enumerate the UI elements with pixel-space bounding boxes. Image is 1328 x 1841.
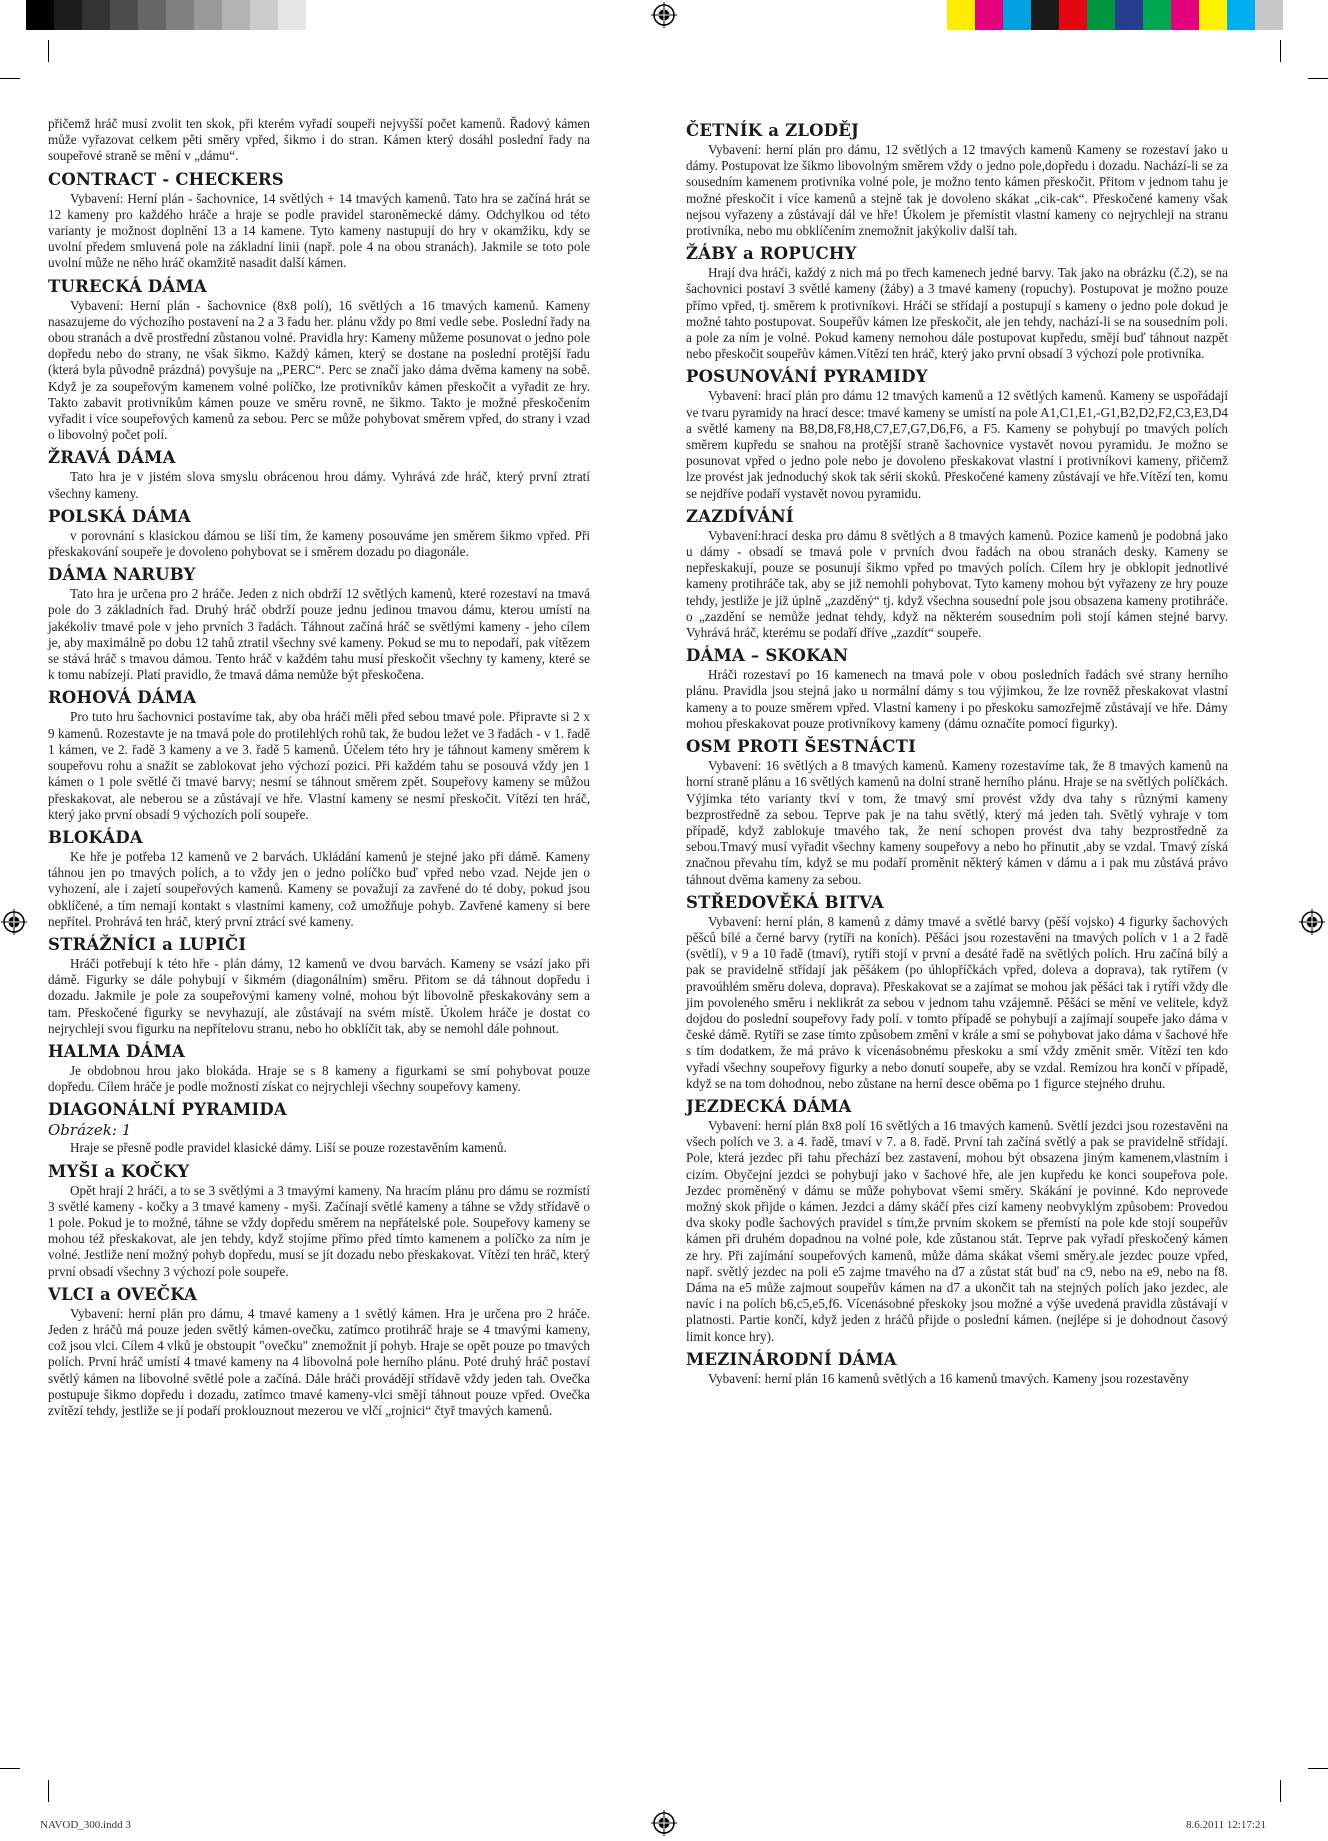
section-heading: VLCI a OVEČKA: [48, 1284, 198, 1304]
color-swatch: [1031, 0, 1059, 30]
section-heading: ŽRAVÁ DÁMA: [48, 448, 176, 468]
section-heading: ČETNÍK a ZLODĚJ: [686, 121, 860, 140]
rule-section: [48, 1161, 590, 1280]
color-swatch: [947, 0, 975, 30]
section-text: Pro tuto hru šachovnici postavíme tak, aby oba hráči měli před sebou tmavé pole. Připravte si 2 x 9 kamenů. Rozestavte je na tmavá pole do protilehlých rohů tak, že budou ležet ve 3 řadách - v 1. řadě 1 kámen, ve 2. řadě 3 kameny a ve 3. řadě 5 kamenů. Účelem této hry je táhnout kameny směrem k soupeřovu rohu a snažit se zablokovat jeho výchozí pozici. Při každém tahu se posouvá vždy jen 1 kámen o 1 pole světlé či tmavé barvy; nesmí se táhnout směrem zpět. Soupeřovy kameny se můžou přeskakovat, ale neberou se a zůstávají ve hře. Vlastní kameny se nesmí přeskočit. Vítězí ten hráč, který jako první obsadí 9 výchozích polí soupeře.: [48, 709, 590, 822]
section-text: v porovnání s klasickou dámou se liší tím, že kameny posouváme jen směrem šikmo vpřed. Při přeskakování soupeře je dovoleno pohybovat se i směrem dozadu po diagonále.: [48, 527, 590, 560]
color-swatch: [222, 0, 250, 30]
section-text: Vybavení: herní plán 8x8 polí 16 světlých a 16 tmavých kamenů. Světlí jezdci jsou rozestavěni na všech polích ve 3. a 4. řadě, tmaví v 7. a 8. řadě. První tah začíná světlý a pak se pravidelně střídají. Pole, která jezdec při tahu přechází bez zastavení, mohou být obsazena jiným kamenem,vlastním i cizím. Obyčejní jezdci se pohybují jako v šachové hře, ale jen kupředu ke konci soupeřova pole. Jezdec proměněný v dámu se může pohybovat všemi směry. Skákání je povinné. Kdo neprovede možný skok přijde o kámen. Jezdci a dámy skáčí přes cizí kameny neobvyklým způsobem: Provedou dva skoky podle šachových pravidel s tím,že prvním skokem se přemístí na pole kde stojí soupeřův kámen při druhém dopadnou na volné pole, kde zůstanou stát. Teprve pak vyřadí přeskočený kámen ze hry. Při zajímání soupeřových kamenů, může dáma skákat všemi směry.ale jezdec pouze vpřed, např. světlý jezdec na poli e5 zajme tmavého na d7 a zůstat stát buď na c9, nebo na e9, nebo na f8. Dáma na e5 může zajmout soupeřův kámen na d7 a ukončit tah na stejných polích jako jezdec, ale navíc i na polích b6,c5,e5,f6. Vícenásobné přeskoky jsou možné a výše uvedená pravidla zůstávají v platnosti. Partie končí, když jeden z hráčů přijde o poslední kámen. (nejlépe si je dohodnout časový limit konce hry).: [686, 1117, 1228, 1344]
section-text: Vybavení: 16 světlých a 8 tmavých kamenů. Kameny rozestavíme tak, že 8 tmavých kamenů na horní straně plánu a 16 světlých kamenů na dolní straně herního plánu. Hraje se na světlých políčkách. Výjimka této varianty tkví v tom, že tmavý smí provést vždy dva tahy s různými kameny bezprostředně za sebou. Teprve pak je na tahu světlý, který má jeden tah. Světlý vyhraje v tom případě, když zablokuje tmavého tak, že není schopen provést dva tahy bezprostředně za sebou.Tmavý musí vyřadit všechny kameny soupeřovy a nebo ho přinutit ,aby se vzdal. Tmavý získá značnou převahu tím, když se mu podaří proměnit některý kámen v dámu a i pak mu zůstává právo táhnout dvěma kameny za sebou.: [686, 758, 1228, 887]
color-swatch: [250, 0, 278, 30]
section-heading: POLSKÁ DÁMA: [48, 506, 191, 526]
section-heading: OSM PROTI ŠESTNÁCTI: [686, 737, 917, 757]
section-heading: JEZDECKÁ DÁMA: [686, 1096, 852, 1116]
rule-section: [686, 1349, 1228, 1387]
color-swatch: [1087, 0, 1115, 30]
rule-section: [48, 564, 590, 683]
rule-section: [48, 506, 590, 560]
color-swatch: [1255, 0, 1283, 30]
rule-section: [686, 243, 1228, 362]
rule-section: [48, 1099, 590, 1156]
section-text: Vybavení: hrací plán pro dámu 12 tmavých kamenů a 12 světlých kamenů. Kameny se uspořádají ve tvaru pyramidy na hrací desce: tmavé kameny se umístí na pole A1,C1,E1,-G1,B2,D2,F2,C3,E3,D4 a světlé kameny na B8,D8,F8,H8,C7,E7,G7,D6,F6, a F5. Kameny se pohybují po tmavých polích směrem kupředu se snahou na protější straně šachovnice vystavět novou pyramidu. Je možno se posunovat vpřed o jedno pole nebo je dovoleno přeskakovat vlastní i protivníkovi kameny, přičemž lze provést jak jednoduchý skok tak sérii skoků. Přeskočené kameny zůstávají ve hře.Vítězí ten, komu se nejdříve podaří vystavět novou pyramidu.: [686, 388, 1228, 501]
section-heading: POSUNOVÁNÍ PYRAMIDY: [686, 367, 928, 387]
crop-mark: [1308, 78, 1328, 79]
gray-calibration-bar: [26, 0, 306, 30]
footer-filename: NAVOD_300.indd 3: [40, 1819, 131, 1831]
rule-section: [686, 892, 1228, 1092]
color-swatch: [54, 0, 82, 30]
section-text: Vybavení: Herní plán - šachovnice (8x8 polí), 16 světlých a 16 tmavých kamenů. Kameny nasazujeme do výchozího postavení na 2 a 3 řadu her. plánu vždy po 8mi vedle sebe. Poslední řady na obou stranách a dvě prostřední zůstanou volné. Pravidla hry: Kameny můžeme posunovat o jedno pole dopředu nebo do strany, ne však šikmo. Každý kámen, který se dostane na poslední protější řadu (která byla původně prázdná) povyšuje na „PERC“. Perc se značí jako dáma dvěma kameny na sobě. Když je za soupeřovým kamenem volné políčko, lze protivníkův kámen přeskočit a vyřadit ze hry. Takto zabavit protivníkům kámen pouze ve směru rovně, ne šikmo. Takto je možné přeskočením vyřadit i více soupeřových kamenů za sebou. Perc se může pohybovat směrem vpřed, do strany i vzad o libovolný počet polí.: [48, 297, 590, 443]
section-heading: ROHOVÁ DÁMA: [48, 688, 197, 708]
section-text: Hráči rozestaví po 16 kamenech na tmavá pole v obou posledních řadách své strany herního plánu. Pravidla jsou stejná jako u normální dámy s tou výjimkou, že lze rovněž přeskakovat vlastní kameny a to pouze směrem vpřed. Vlastní kameny i po přeskoku samozřejmě zůstávají ve hře. Dámy mohou přeskakovat pouze protivníkovy kameny (dámu označíte pomocí figurky).: [686, 667, 1228, 731]
color-swatch: [1003, 0, 1031, 30]
section-heading: STRÁŽNÍCI a LUPIČI: [48, 934, 247, 954]
section-heading: STŘEDOVĚKÁ BITVA: [686, 892, 884, 912]
rule-section: [48, 687, 590, 822]
section-text: Opět hrají 2 hráči, a to se 3 světlými a 3 tmavými kameny. Na hracím plánu pro dámu se rozmístí 3 světlé kameny - kočky a 3 tmavé kameny - myši. Začínají světlé kameny a táhne se vždy střídavě o 1 pole. Pokud je to možné, táhne se vždy dopředu směrem na nepřátelské pole. Soupeřovy kameny se mohou též přeskakovat, ale jen tehdy, když stojíme přímo před tímto kamenem a políčko za ním je volné. Jestliže není možný pohyb dopředu, musí se jít dozadu nebo přeskakovat. Vítězí ten hráč, který první obsadí všechny 3 výchozí pole soupeře.: [48, 1182, 590, 1279]
crop-mark: [0, 78, 20, 79]
rule-section: [686, 736, 1228, 888]
section-subtitle: Obrázek: 1: [48, 1121, 132, 1140]
color-calibration-bar: [947, 0, 1283, 30]
crop-mark: [48, 40, 49, 62]
section-heading: TURECKÁ DÁMA: [48, 276, 207, 296]
section-heading: MEZINÁRODNÍ DÁMA: [686, 1349, 897, 1369]
registration-mark-right: [1299, 909, 1325, 935]
rule-section: [686, 366, 1228, 501]
rule-section: [686, 506, 1228, 641]
rule-section: [48, 934, 590, 1037]
color-swatch: [138, 0, 166, 30]
section-heading: DIAGONÁLNÍ PYRAMIDA: [48, 1100, 287, 1120]
rule-section: [48, 1284, 590, 1419]
color-swatch: [1171, 0, 1199, 30]
section-text: Hráči potřebují k této hře - plán dámy, 12 kamenů ve dvou barvách. Kameny se vsází jako při dámě. Figurky se dále pohybují v šikmém (diagonálním) směru. Přitom se dá táhnout dopředu i dozadu. Jakmile je pole za soupeřovými kameny volné, mohou být libovolně přeskakovány sem a tam. Přeskočené figurky se nevyhazují, ale zůstávají na svém místě. Úkolem hráče je dostat co nejrychleji svou figurku na nepřítelovu stranu, nebo ho obklíčit tak, aby se nemohl dále pohnout.: [48, 955, 590, 1036]
section-text: Vybavení: herní plán 16 kamenů světlých a 16 kamenů tmavých. Kameny jsou rozestavěny: [708, 1370, 1189, 1386]
rule-section: [48, 116, 590, 165]
section-heading: DÁMA – SKOKAN: [686, 646, 849, 666]
color-swatch: [1227, 0, 1255, 30]
section-text: Vybavení: herní plán pro dámu, 4 tmavé kameny a 1 světlý kámen. Hra je určena pro 2 hráče. Jeden z hráčů má pouze jeden světlý kámen-ovečku, zatímco protihráč hraje se 4 tmavými kameny, což jsou vlci. Cílem 4 vlků je obstoupit "ovečku" znemožnit jí pohyb. Hraje se opět pouze po tmavých polích. První hráč umístí 4 tmavé kameny na 4 libovolná pole herního plánu. Poté druhý hráč postaví světlý kámen na libovolné světlé pole a začíná. Dále hráči provádějí střídavě vždy jeden tah. Ovečka postupuje šikmo dopředu i dozadu, zatímco tmavé kameny-vlci smějí táhnout pouze vpřed. Ovečka zvítězí tehdy, jestliže se jí podaří proklouznout mezerou ve vlčí „rojnici“ čtyř tmavých kamenů.: [48, 1305, 590, 1418]
rule-section: [48, 276, 590, 444]
section-heading: DÁMA NARUBY: [48, 565, 196, 585]
registration-mark-bottom: [651, 1810, 677, 1836]
right-column: [686, 116, 1228, 1387]
rule-section: [48, 827, 590, 930]
section-heading: HALMA DÁMA: [48, 1041, 185, 1061]
color-swatch: [1115, 0, 1143, 30]
section-text: Vybavení:hrací deska pro dámu 8 světlých a 8 tmavých kamenů. Pozice kamenů je podobná jako u dámy - obsadí se tmavá pole v prvních dvou řadách na obou stranách desky. Kameny se nepřeskakují, pouze se posunují šikmo vpřed po tmavých polích. Cílem hry je obklopit jednotlivé kameny protihráče tak, aby se již nemohli pohybovat. Tyto kameny mohou být vyřazeny ze hry pouze tehdy, jestliže je již úplně „zazděný“ tj. když všechna sousední pole jsou obsazena kameny protihráče. o „zazdění se nemůže jednat tehdy, když na některém sousedním poli stojí kámen stejné barvy. Vyhrává hráč, kterému se podaří dříve „zazdít“ soupeře.: [686, 527, 1228, 641]
section-text: přičemž hráč musí zvolit ten skok, při kterém vyřadí soupeři nejvyšší počet kamenů. Řadový kámen může vyřazovat celkem pěti směry vpřed, šikmo i do stran. Kámen který dosáhl poslední řady na soupeřové straně se mění v „dámu“.: [48, 116, 590, 164]
rule-section: [686, 120, 1228, 239]
section-text: Hrají dva hráči, každý z nich má po třech kamenech jedné barvy. Tak jako na obrázku (č.2), se na šachovnici postaví 3 světlé kameny (žáby) a 3 tmavé kameny (ropuchy). Postupovat je možno pouze přímo vpřed, tj. směrem k protivníkovi. Hráči se střídají a postupují s kameny o jedno pole dokud je možné tahto postupovat. Soupeřův kámen lze přeskočit, ale jen tehdy, nachází-li se na sousedním poli. a pole za ním je volné. Pokud kameny nemohou dále postupovat kupředu, smějí buď táhnout nazpět nebo přeskočit soupeřův kámen.Vítězí ten hráč, který jako první obsadí 3 výchozí pole protivníka.: [686, 265, 1228, 362]
registration-mark-top: [651, 2, 677, 28]
color-swatch: [26, 0, 54, 30]
section-text: Vybavení: herní plán pro dámu, 12 světlých a 12 tmavých kamenů Kameny se rozestaví jako u dámy. Postupovat lze šikmo libovolným směrem vždy o jedno pole,dopředu i dozadu. Nachází-li se za sousedním kamenem protivníka volné pole, je možno tento kámen přeskočit. Přitom v jednom tahu je možné přeskočit i více kamenů a stejně tak je dovoleno skákat „cik-cak“. Přeskočené kameny však nejsou vyřazeny a zůstávají dál ve hře! Úkolem je přemístit vlastní kameny co nejrychleji na stranu protivníka, nebo mu obklíčením znemožnit jakýkoliv další tah.: [686, 142, 1228, 239]
section-text: Vybavení: herní plán, 8 kamenů z dámy tmavé a světlé barvy (pěší vojsko) 4 figurky šachových pěšců bílé a černé barvy (rytíři na koních). Pěšáci jsou rozestavěni na tmavých polích v 1 a 2 řadě (světlí), v 9 a 10 řadě (tmaví), rytíři stojí v první a desáté řadě na světlých polích. Hru začíná bílý a pak se pravidelně střídají jak pěšákem (po úhlopříčkách vpřed, doleva a doprava), tak rytířem (v pravoúhlém směru doleva, doprava). Přeskakovat se a zajímat se mohou jak pěšáci tak i rytíři vždy dle jim povoleného směru i neklikrát za sebou v jednom tahu vzájemně. Pěšáci se mění ve velitele, když dojdou do poslední soupeřovy řady polí. v tomto případě se pohybují a zajímají soupeře jako dáma v české dámě. Rytíři se zase tímto způsobem změní v krále a smí se pohybovat jako dáma v šachové hře s tím dodatkem, že má právo k vícenásobnému přeskoku a smí vždy změnit směr. Vítězí ten kdo vyřadí všechny soupeřovy figurky a nebo donutí soupeře, aby se vzdal. Remízou hra končí v případě, když se na tom dohodnou, nebo zůstane na herní desce oběma po 1 figurce stejného druhu.: [686, 913, 1228, 1091]
section-heading: CONTRACT - CHECKERS: [48, 169, 284, 189]
rule-section: [686, 645, 1228, 732]
color-swatch: [166, 0, 194, 30]
section-text: Tato hra je v jistém slova smyslu obrácenou hrou dámy. Vyhrává zde hráč, který první ztratí všechny kameny.: [48, 469, 590, 501]
crop-mark: [48, 1780, 49, 1802]
color-swatch: [1059, 0, 1087, 30]
section-text: Je obdobnou hrou jako blokáda. Hraje se s 8 kameny a figurkami se smí pohybovat pouze dopředu. Cílem hráče je podle možností získat co nejrychleji všechny soupeřovy kameny.: [48, 1062, 590, 1095]
color-swatch: [194, 0, 222, 30]
section-heading: ZAZDÍVÁNÍ: [686, 506, 794, 526]
crop-mark: [1308, 1768, 1328, 1769]
color-swatch: [1143, 0, 1171, 30]
crop-mark: [1280, 40, 1281, 62]
section-text: Ke hře je potřeba 12 kamenů ve 2 barvách. Ukládání kamenů je stejné jako při dámě. Kameny táhnou jen po tmavých polích, a to vždy jen o jedno políčko buď vpřed nebo vzad. Nejde jen o vyhození, ale i zajetí soupeřových kamenů. Kameny se považují za zavřené do té doby, pokud jsou obklíčené, a tím nemají kontakt s vlastními kameny, což umožňuje pohyb. Zavřené kameny si bere nepřítel. Prohrává ten hráč, který první ztrácí své kameny.: [48, 848, 590, 929]
section-heading: MYŠI a KOČKY: [48, 1161, 190, 1181]
rule-section: [48, 1041, 590, 1095]
color-swatch: [82, 0, 110, 30]
rule-section: [48, 447, 590, 501]
crop-mark: [1280, 1780, 1281, 1802]
section-heading: ŽÁBY a ROPUCHY: [686, 244, 857, 264]
color-swatch: [975, 0, 1003, 30]
registration-mark-left: [1, 909, 27, 935]
rule-section: [48, 169, 590, 272]
rule-section: [686, 1096, 1228, 1345]
section-heading: BLOKÁDA: [48, 827, 143, 847]
section-text: Tato hra je určena pro 2 hráče. Jeden z nich obdrží 12 světlých kamenů, které rozestaví na tmavá pole do 3 základních řad. Druhý hráč obdrží pouze jednu jedinou tmavou dámu, kterou umístí na jakékoliv tmavé pole v jeho prvních 3 řadách. Táhnout začíná hráč se světlými kameny - jeho cílem je, aby maximálně po dobu 12 tahů ztratil všechny své kameny. Pokud se mu to nepodaří, pak vítězem se stává hráč s tmavou dámou. Tento hráč v každém tahu musí přeskočit všechny ty kameny, které se k tomu nabízejí. Platí pravidlo, že tmavá dáma nemůže být přeskočena.: [48, 586, 590, 683]
color-swatch: [278, 0, 306, 30]
color-swatch: [110, 0, 138, 30]
color-swatch: [1199, 0, 1227, 30]
crop-mark: [0, 1768, 20, 1769]
footer-timestamp: 8.6.2011 12:17:21: [1186, 1819, 1266, 1831]
section-text: Hraje se přesně podle pravidel klasické dámy. Liší se pouze rozestavěním kamenů.: [70, 1140, 507, 1156]
section-text: Vybavení: Herní plán - šachovnice, 14 světlých + 14 tmavých kamenů. Tato hra se začíná hrát se 12 kameny pro každého hráče a hraje se podle pravidel staroněmecké dámy. Odchylkou od této varianty je možnost doplnění 13 a 14 kamene. Tyto kameny nastupují do hry v okamžiku, kdy se uvolní předem smluvená pole na základní linii (např. pole 4 na obou stranách). Jakmile se toto pole uvolní může ne něho hráč okamžitě nasadit další kámen.: [48, 190, 590, 271]
left-column: [48, 116, 590, 1419]
